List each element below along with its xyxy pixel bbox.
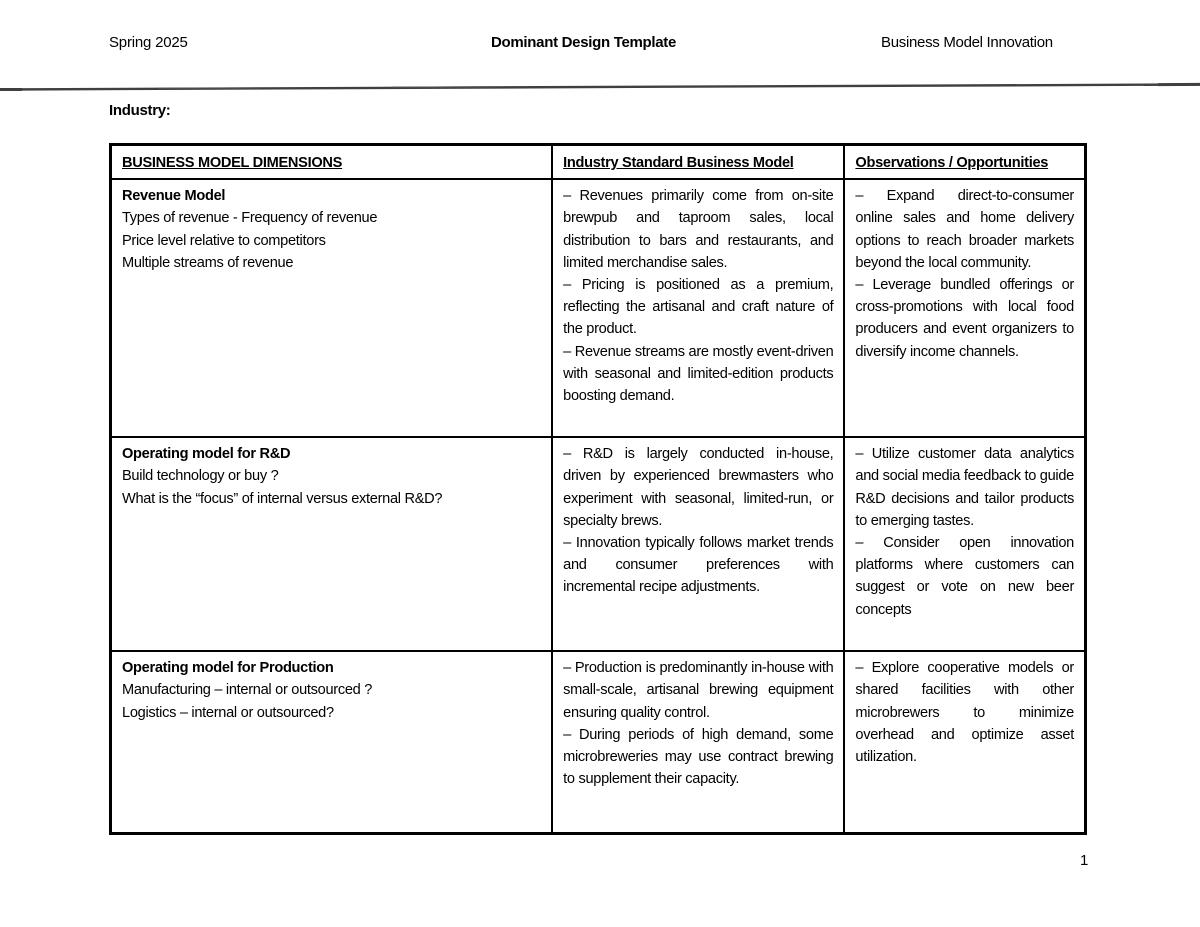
industry-standard-point: – Revenue streams are mostly event-driven with seasonal and limited-edition products boosting demand. [563, 343, 834, 405]
observation-point: – Expand direct-to-consumer online sales and home delivery options to reach broader markets beyond the local community. [855, 188, 1074, 271]
dimension-title: Operating model for R&D [122, 446, 291, 463]
industry-label: Industry: [109, 102, 171, 119]
header-course-name: Business Model Innovation [881, 34, 1053, 51]
observations-cell [844, 651, 1085, 834]
page-number: 1 [1080, 852, 1089, 869]
column-header-industry-standard: Industry Standard Business Model [552, 145, 844, 180]
page-header [0, 34, 1200, 56]
industry-standard-cell [552, 437, 844, 651]
dimension-question: Multiple streams of revenue [122, 254, 294, 271]
industry-standard-cell [552, 651, 844, 834]
header-rule-divider [0, 82, 1200, 92]
industry-standard-point: – Innovation typically follows market trends and consumer preferences with incremental recipe adjustments. [563, 535, 834, 596]
observation-point: – Consider open innovation platforms where customers can suggest or vote on new beer concepts [855, 535, 1074, 618]
observations-cell [844, 437, 1085, 651]
observation-point: – Utilize customer data analytics and social media feedback to guide R&D decisions and tailor products to emerging tastes. [855, 446, 1074, 529]
column-header-dimensions: BUSINESS MODEL DIMENSIONS [111, 145, 553, 180]
industry-standard-point: – Revenues primarily come from on-site brewpub and taproom sales, local distribution to bars and restaurants, and limited merchandise sales. [563, 188, 834, 271]
industry-standard-point: – Pricing is positioned as a premium, reflecting the artisanal and craft nature of the product. [563, 277, 834, 338]
dimension-cell [111, 651, 553, 834]
industry-standard-cell [552, 179, 844, 437]
dimension-question: What is the “focus” of internal versus external R&D? [122, 490, 443, 507]
column-header-observations: Observations / Opportunities [844, 145, 1085, 180]
business-model-table [109, 143, 1087, 835]
dimension-question: Types of revenue - Frequency of revenue [122, 210, 378, 227]
observations-cell [844, 179, 1085, 437]
dimension-cell [111, 437, 553, 651]
header-document-title: Dominant Design Template [491, 34, 677, 51]
dimension-question: Manufacturing – internal or outsourced ? [122, 682, 373, 699]
observation-point: – Explore cooperative models or shared facilities with other microbrewers to minimize overhead and optimize asset utilization. [855, 660, 1074, 766]
dimension-cell [111, 179, 553, 437]
dimension-question: Logistics – internal or outsourced? [122, 704, 334, 721]
dimension-question: Price level relative to competitors [122, 232, 326, 249]
observation-point: – Leverage bundled offerings or cross-promotions with local food producers and event organizers to diversify income channels. [855, 277, 1074, 360]
dimension-title: Revenue Model [122, 188, 226, 205]
table-row-revenue-model [111, 179, 1086, 437]
table-row-rd-operating-model [111, 437, 1086, 651]
table-header-row [111, 145, 1086, 180]
table-row-production-operating-model [111, 651, 1086, 834]
industry-standard-point: – R&D is largely conducted in-house, driven by experienced brewmasters who experiment with seasonal, limited-run, or specialty brews. [563, 446, 834, 529]
header-semester: Spring 2025 [109, 34, 188, 51]
industry-standard-point: – During periods of high demand, some microbreweries may use contract brewing to supplement their capacity. [563, 726, 834, 788]
dimension-title: Operating model for Production [122, 660, 334, 677]
dimension-question: Build technology or buy ? [122, 468, 279, 485]
industry-standard-point: – Production is predominantly in-house with small-scale, artisanal brewing equipment ensuring quality control. [563, 660, 834, 721]
